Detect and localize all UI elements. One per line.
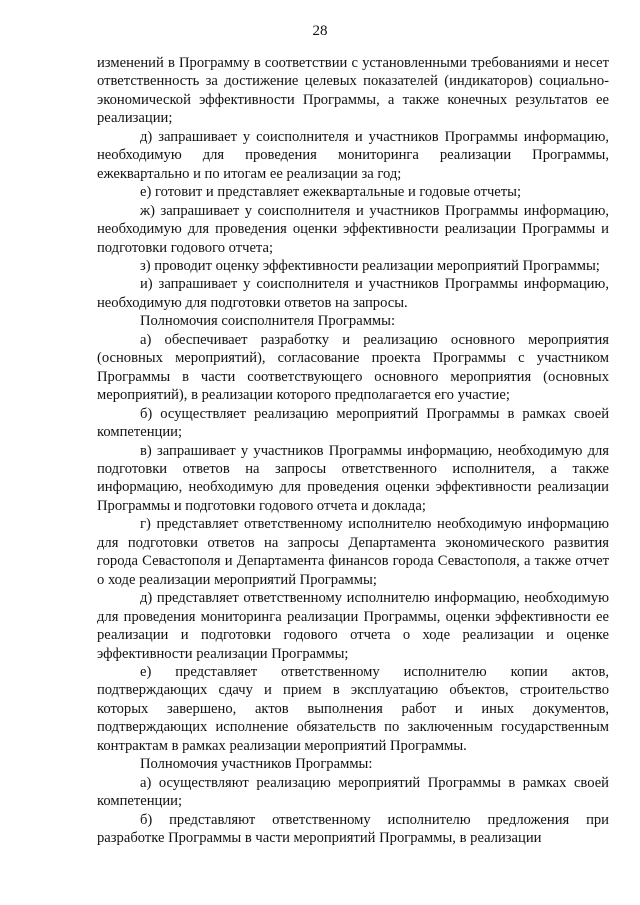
paragraph-item-d: д) запрашивает у соисполнителя и участников Программы информацию, необходимую для проведения мониторинга реализации Программы, ежеквартально и по итогам ее реализации за год;	[97, 128, 609, 182]
paragraph-item-i: и) запрашивает у соисполнителя и участников Программы информацию, необходимую для подготовки ответов на запросы.	[97, 276, 609, 311]
section-heading-co-executor: Полномочия соисполнителя Программы:	[140, 313, 396, 330]
section-heading-participants: Полномочия участников Программы:	[140, 756, 373, 773]
paragraph-item-b: б) осуществляет реализацию мероприятий Программы в рамках своей компетенции;	[97, 405, 609, 441]
paragraph-item-zh: ж) запрашивает у соисполнителя и участников Программы информацию, необходимую для проведения оценки эффективности реализации Программы и подготовки годового отчета;	[97, 202, 609, 256]
paragraph-continuation: изменений в Программу в соответствии с установленными требованиями и несет ответственность за достижение целевых показателей (индикаторов) социально-экономической эффективности Программы, а также конечных результатов ее реализации;	[97, 55, 609, 127]
paragraph-item-z: з) проводит оценку эффективности реализации мероприятий Программы;	[140, 257, 600, 274]
paragraph-item-e2: е) представляет ответственному исполнителю копии актов, подтверждающих сдачу и прием в эксплуатацию объектов, строительство которых завершено, актов выполнения работ и иных документов, подтверждающих исполнение обязательств по заключенным государственным контрактам в рамках реализации мероприятий Программы.	[97, 663, 609, 754]
page-number: 28	[312, 23, 328, 39]
paragraph-item-g: г) представляет ответственному исполнителю необходимую информацию для подготовки ответов на запросы Департамента экономического развития города Севастополя и Департамента финансов города Севастополя, а также отчет о ходе реализации мероприятий Программы;	[97, 516, 609, 588]
paragraph-item-v: в) запрашивает у участников Программы информацию, необходимую для подготовки ответов на запросы ответственного исполнителя, а также информацию, необходимую для проведения оценки эффективности реализации Программы и подготовки годового отчета и доклада;	[97, 442, 609, 514]
paragraph-item-a2: а) осуществляют реализацию мероприятий Программы в рамках своей компетенции;	[97, 774, 609, 810]
paragraph-item-a: а) обеспечивает разработку и реализацию основного мероприятия (основных мероприятий), согласование проекта Программы с участником Программы в части соответствующего основного мероприятия (основных мероприятий), в реализации которого предполагается его участие;	[97, 331, 609, 404]
paragraph-item-d2: д) представляет ответственному исполнителю информацию, необходимую для проведения мониторинга реализации Программы, оценки эффективности ее реализации и подготовки годового отчета о ходе реализации и оценке эффективности реализации Программы;	[97, 590, 609, 662]
paragraph-item-b2: б) представляют ответственному исполнителю предложения при разработке Программы в части мероприятий Программы, в реализации	[97, 811, 609, 847]
document-body	[97, 54, 609, 847]
paragraph-item-e: е) готовит и представляет ежеквартальные и годовые отчеты;	[140, 184, 521, 201]
